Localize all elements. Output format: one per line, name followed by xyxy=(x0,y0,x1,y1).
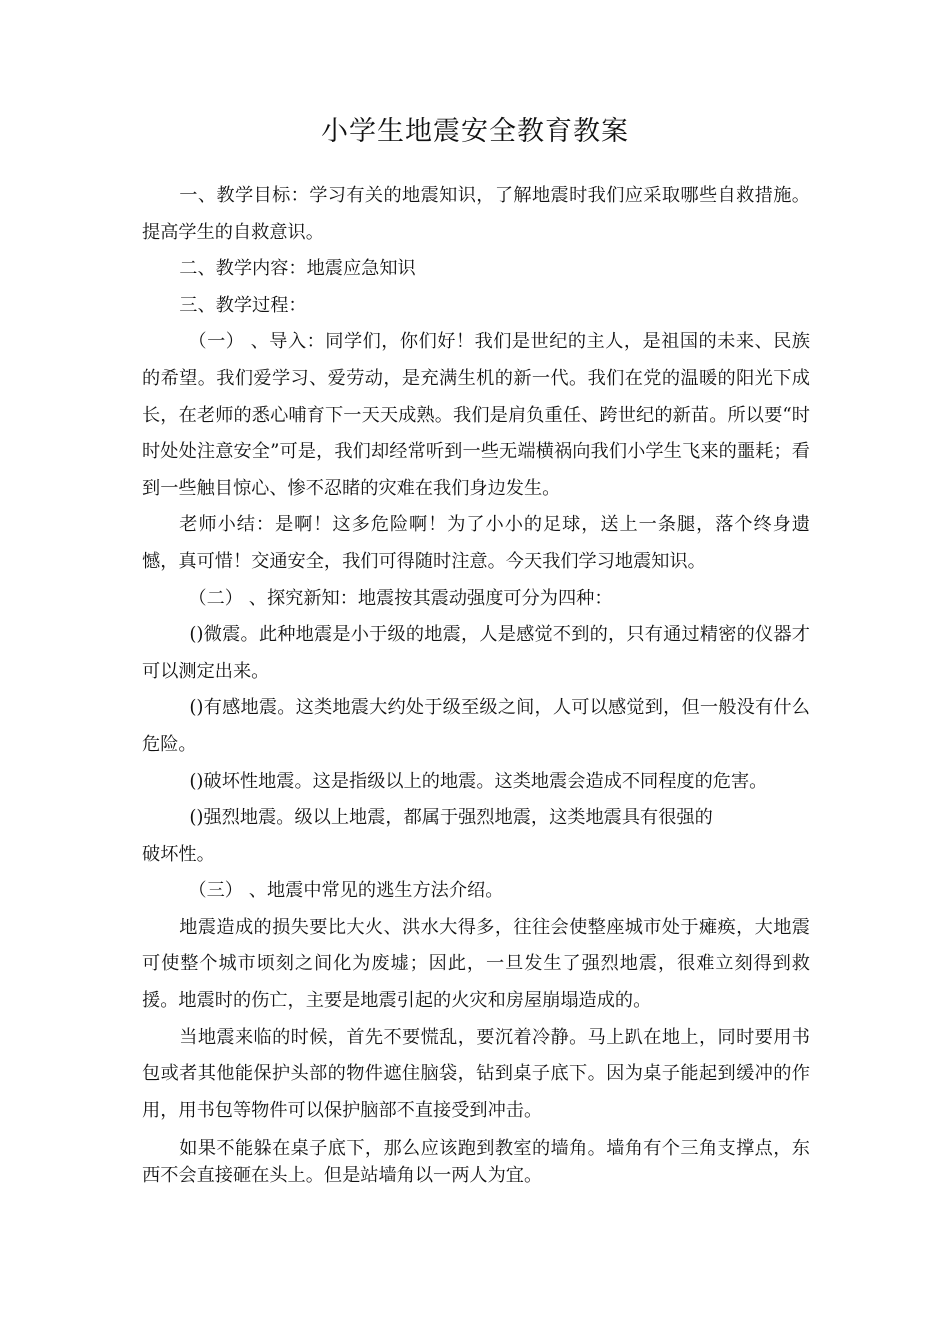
document-body xyxy=(142,178,810,1189)
paragraph-teaching-goal: 一、教学目标：学习有关的地震知识，了解地震时我们应采取哪些自救措施。提高学生的自救意识。 xyxy=(142,185,810,243)
paragraph-corner-shelter: 如果不能躲在桌子底下，那么应该跑到教室的墙角。墙角有个三角支撑点，东西不会直接砸在头上。但是站墙角以一两人为宜。 xyxy=(142,1138,810,1187)
paragraph-felt-earthquake: ()有感地震。这类地震大约处于级至级之间，人可以感觉到，但一般没有什么危险。 xyxy=(142,697,810,755)
paragraph-micro-earthquake: ()微震。此种地震是小于级的地震，人是感觉不到的，只有通过精密的仪器才可以测定出来。 xyxy=(142,624,810,682)
paragraph-explore-new-knowledge: （二） 、探究新知：地震按其震动强度可分为四种： xyxy=(188,587,613,609)
paragraph-earthquake-response: 当地震来临的时候，首先不要慌乱，要沉着冷静。马上趴在地上，同时要用书包或者其他能保护头部的物件遮住脑袋，钻到桌子底下。因为桌子能起到缓冲的作用，用书包等物件可以保护脑部不直接受到冲击。 xyxy=(142,1026,810,1121)
paragraph-earthquake-losses: 地震造成的损失要比大火、洪水大得多，往往会使整座城市处于瘫痪，大地震可使整个城市顷刻之间化为废墟；因此，一旦发生了强烈地震，很难立刻得到救援。地震时的伤亡，主要是地震引起的火灾和房屋崩塌造成的。 xyxy=(142,916,810,1012)
paragraph-teaching-content: 二、教学内容：地震应急知识 xyxy=(179,258,416,280)
paragraph-introduction: （一） 、导入：同学们，你们好！我们是世纪的主人，是祖国的未来、民族的希望。我们爱学习、爱劳动，是充满生机的新一代。我们在党的温暖的阳光下成长，在老师的悉心哺育下一天天成熟。我们是肩负重任、跨世纪的新苗。所以要“时时处处注意安全”可是，我们却经常听到一些无端横祸向我们小学生飞来的噩耗；看到一些触目惊心、惨不忍睹的灾难在我们身边发生。 xyxy=(142,331,810,499)
paragraph-destructive-earthquake: ()破坏性地震。这是指级以上的地震。这类地震会造成不同程度的危害。 xyxy=(189,770,768,792)
paragraph-escape-methods-heading: （三） 、地震中常见的逃生方法介绍。 xyxy=(188,880,504,902)
page-title: 小学生地震安全教育教案 xyxy=(321,116,629,147)
paragraph-teaching-process: 三、教学过程： xyxy=(179,294,307,316)
paragraph-teacher-summary: 老师小结：是啊！这多危险啊！为了小小的足球，送上一条腿，落个终身遗憾，真可惜！交通安全，我们可得随时注意。今天我们学习地震知识。 xyxy=(142,514,810,572)
paragraph-strong-earthquake-continuation: 破坏性。 xyxy=(142,843,215,865)
paragraph-strong-earthquake: ()强烈地震。级以上地震，都属于强烈地震，这类地震具有很强的 xyxy=(189,807,713,829)
